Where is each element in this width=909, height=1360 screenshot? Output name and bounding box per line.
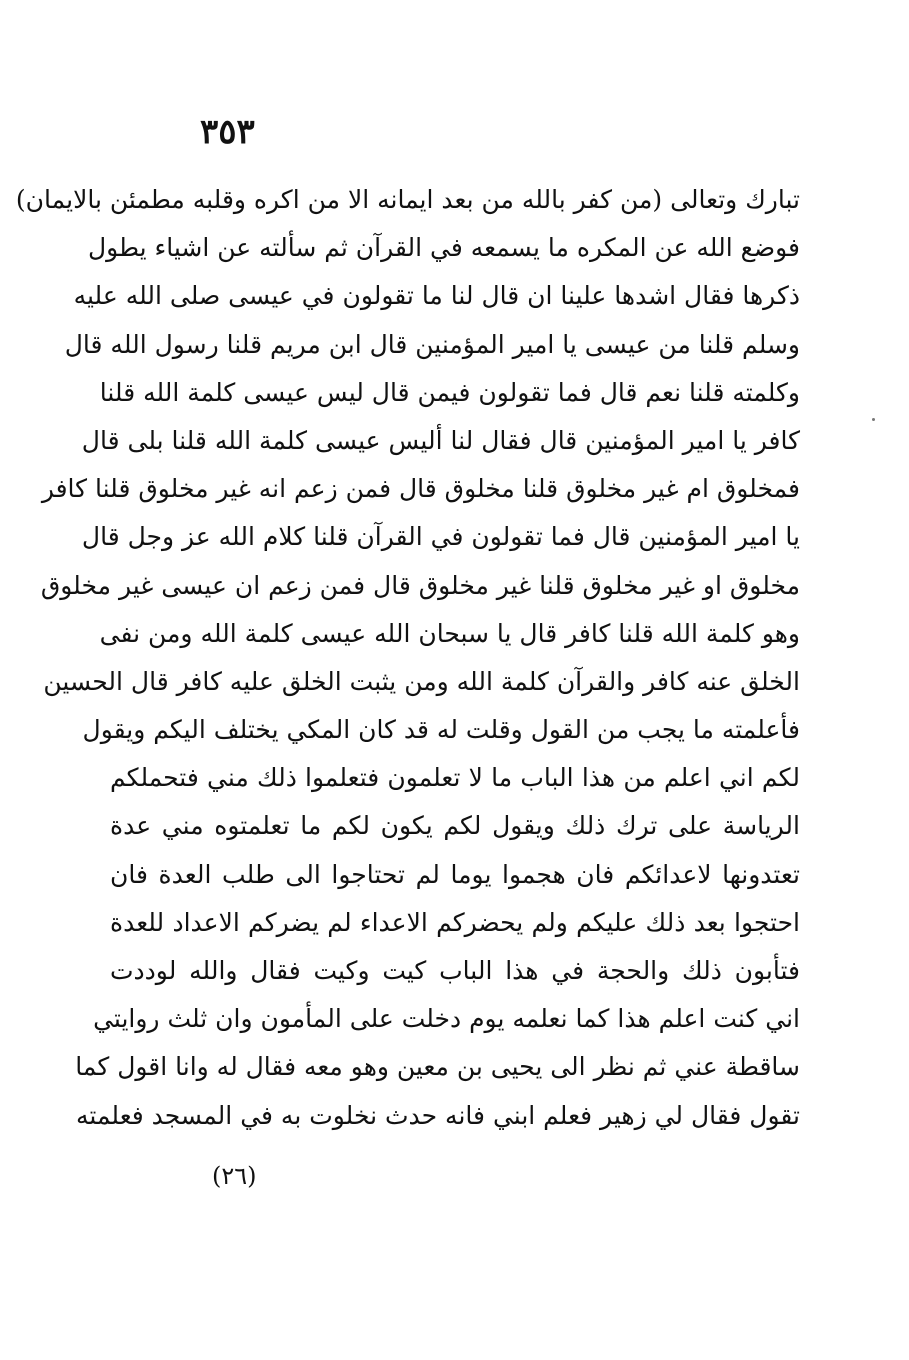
text-line: وسلم قلنا من عيسى يا امير المؤمنين قال ابن مريم قلنا رسول الله قال [64, 329, 800, 359]
text-body [15, 176, 800, 1140]
text-line: مخلوق او غير مخلوق قلنا غير مخلوق قال فمن زعم ان عيسى غير مخلوق [40, 570, 800, 600]
text-line: لكم اني اعلم من هذا الباب ما لا تعلمون فتعلموا ذلك مني فتحملكم [110, 763, 800, 793]
text-line: الرياسة على ترك ذلك ويقول لكم يكون لكم ما تعلمتوه مني عدة [110, 811, 800, 841]
signature-mark: (٢٦) [212, 1162, 257, 1190]
text-line: تبارك وتعالى (من كفر بالله من بعد ايمانه الا من اكره وقلبه مطمئن بالايمان) [15, 185, 800, 214]
scan-speck [872, 418, 875, 421]
text-line: تعتدونها لاعدائكم فان هجموا يوما لم تحتاجوا الى طلب العدة فان [110, 859, 800, 889]
text-line: فوضع الله عن المكره ما يسمعه في القرآن ثم سألته عن اشياء يطول [88, 233, 800, 263]
text-line: فتأبون ذلك والحجة في هذا الباب كيت وكيت فقال والله لوددت [110, 956, 800, 985]
text-line: اني كنت اعلم هذا كما نعلمه يوم دخلت على المأمون وان ثلث روايتي [93, 1004, 800, 1034]
text-line: الخلق عنه كافر والقرآن كلمة الله ومن يثبت الخلق عليه كافر قال الحسين [43, 666, 800, 696]
text-line: احتجوا بعد ذلك عليكم ولم يحضركم الاعداء لم يضركم الاعداد للعدة [110, 907, 800, 937]
text-line: تقول فقال لي زهير فعلم ابني فانه حدث نخلوت به في المسجد فعلمته [76, 1100, 800, 1130]
text-line: ساقطة عني ثم نظر الى يحيى بن معين وهو معه فقال له وانا اقول كما [75, 1052, 800, 1082]
page-number: ٣٥٣ [200, 112, 255, 152]
text-line: فأعلمته ما يجب من القول وقلت له قد كان المكي يختلف اليكم ويقول [82, 715, 800, 745]
text-line: يا امير المؤمنين قال فما تقولون في القرآن قلنا كلام الله عز وجل قال [81, 522, 800, 552]
text-line: وكلمته قلنا نعم قال فما تقولون فيمن قال ليس عيسى كلمة الله قلنا [99, 377, 800, 407]
text-line: ذكرها فقال اشدها علينا ان قال لنا ما تقولون في عيسى صلى الله عليه [73, 281, 800, 311]
text-line: وهو كلمة الله قلنا كافر قال يا سبحان الله عيسى كلمة الله ومن نفى [99, 618, 800, 648]
text-line: فمخلوق ام غير مخلوق قلنا مخلوق قال فمن زعم انه غير مخلوق قلنا كافر [41, 474, 800, 504]
text-line: كافر يا امير المؤمنين قال فقال لنا أليس عيسى كلمة الله قلنا بلى قال [81, 425, 800, 455]
